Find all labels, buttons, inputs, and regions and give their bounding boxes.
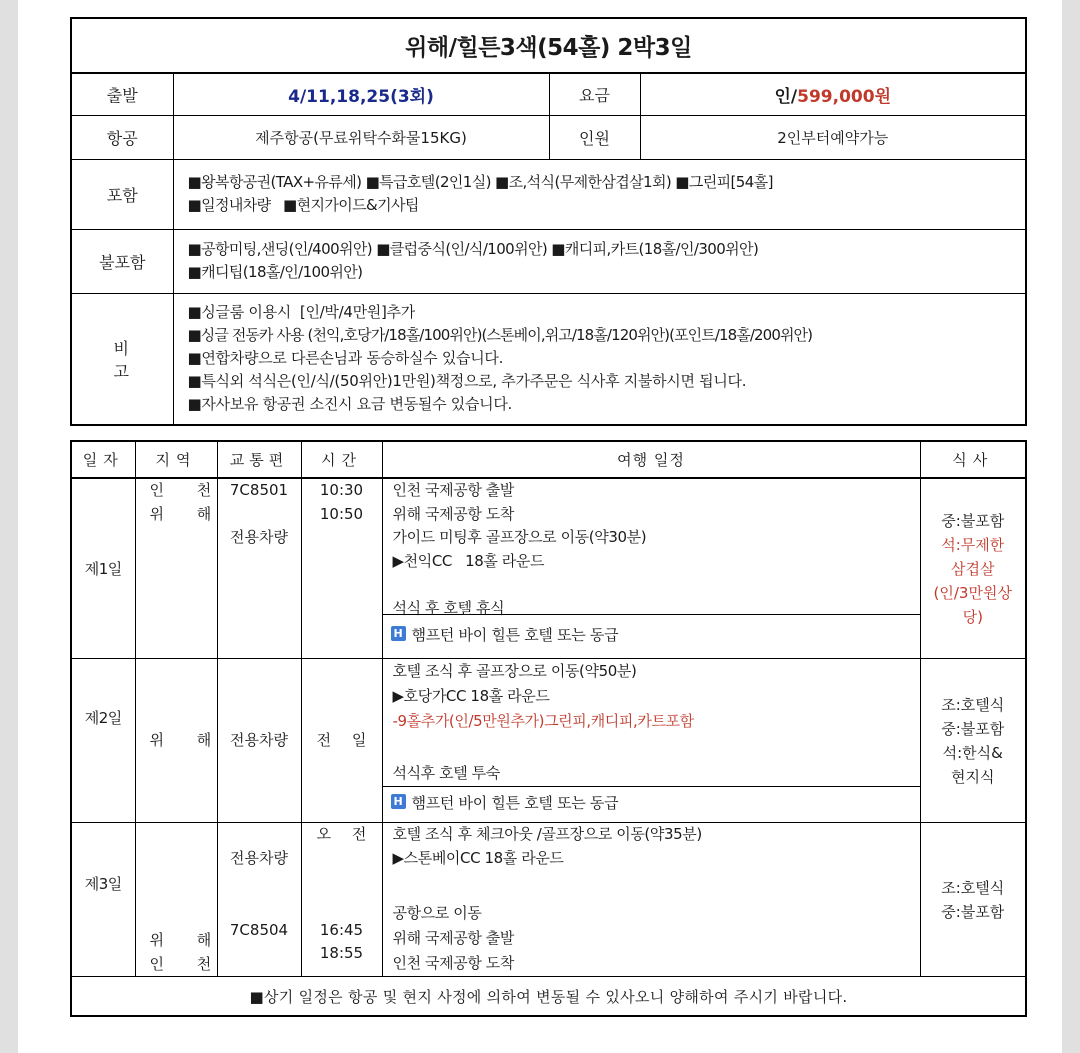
excluded-line: ■캐디팁(18홀/인/100위안) xyxy=(187,263,363,281)
day-label: 제2일 xyxy=(71,659,135,823)
meal-line: 조:호텔식 xyxy=(941,695,1005,714)
transport-line: 전용차량 xyxy=(230,730,288,749)
transport-line xyxy=(218,942,301,966)
itinerary-header-row xyxy=(71,441,1026,478)
region-line: 인 천 xyxy=(149,481,226,499)
meal-line-special: 석:무제한 xyxy=(941,535,1005,554)
meal-line-special: 당) xyxy=(962,607,983,626)
plan-line: 호텔 조식 후 골프장으로 이동(약50분) xyxy=(392,662,637,680)
remarks-line: ■연합차량으로 다른손님과 동승하실수 있습니다. xyxy=(187,349,504,368)
airline-label: 항공 xyxy=(71,115,173,159)
meal-line: 조:호텔식 xyxy=(941,878,1005,897)
region-cell xyxy=(135,478,226,659)
transport-line: 전용차량 xyxy=(230,848,288,867)
hotel-row xyxy=(383,614,920,658)
plan-cell xyxy=(382,659,920,823)
transport-line xyxy=(218,871,301,895)
header-plan: 여행 일정 xyxy=(382,441,920,478)
time-line: 18:55 xyxy=(319,944,364,962)
header-time: 시간 xyxy=(301,441,382,478)
region-line: 위 해 xyxy=(149,931,226,949)
excluded-line: ■공항미팅,샌딩(인/400위안) ■클럽중식(인/식/100위안) ■캐디피,카트(18홀/인/300위안) xyxy=(187,240,759,258)
plan-line: 공항으로 이동 xyxy=(392,904,482,922)
plan-line: 위해 국제공항 출발 xyxy=(392,929,514,947)
included-line: ■왕복항공권(TAX+유류세) ■특급호텔(2인1실) ■조,석식(무제한삼겹살1회) ■그린피[54홀] xyxy=(187,173,773,191)
remarks-line: ■특식외 석식은(인/식/(50위안)1만원)책정으로, 추가주문은 식사후 지불하시면 됩니다. xyxy=(187,372,747,391)
time-line xyxy=(302,871,382,895)
transport-cell xyxy=(217,478,301,659)
remarks-list xyxy=(173,293,1026,425)
time-line xyxy=(302,847,382,871)
time-cell xyxy=(301,823,382,977)
meal-line: 현지식 xyxy=(951,767,995,786)
header-region: 지역 xyxy=(135,441,217,478)
header-meals: 식사 xyxy=(920,441,1026,478)
included-list xyxy=(173,159,1026,229)
hotel-name: 햄프턴 바이 힐튼 호텔 또는 동급 xyxy=(411,794,619,812)
plan-line: 인천 국제공항 출발 xyxy=(392,481,514,499)
time-line: 오 전 xyxy=(316,825,375,843)
meals-cell xyxy=(920,478,1026,659)
meals-cell xyxy=(920,659,1026,823)
day-label: 제1일 xyxy=(71,478,135,659)
right-margin xyxy=(1062,0,1080,1053)
region-line: 위 해 xyxy=(149,504,226,523)
price-value: 599,000원 xyxy=(797,86,891,107)
tour-info-table xyxy=(70,17,1027,426)
time-line: 10:30 xyxy=(319,481,364,499)
flight-number: 7C8501 xyxy=(229,481,289,499)
plan-line: 호텔 조식 후 체크아웃 /골프장으로 이동(약35분) xyxy=(392,825,702,843)
footer-notice: ■상기 일정은 항공 및 현지 사정에 의하여 변동될 수 있사오니 양해하여 주시기 바랍니다. xyxy=(71,977,1026,1017)
time-line: 10:50 xyxy=(319,504,364,523)
time-cell xyxy=(301,478,382,659)
remarks-line: ■자사보유 항공권 소진시 요금 변동될수 있습니다. xyxy=(187,395,512,414)
transport-line xyxy=(218,503,301,527)
flight-number: 7C8504 xyxy=(229,920,289,939)
plan-line: ▶천익CC 18홀 라운드 xyxy=(392,551,545,570)
price-prefix: 인/ xyxy=(774,86,798,107)
departure-dates: 4/11,18,25(3회) xyxy=(173,73,549,115)
meal-line: 석:한식& xyxy=(942,743,1003,762)
meal-line-special: 삼겹살 xyxy=(951,559,995,578)
transport-cell xyxy=(217,659,301,823)
plan-line-optional: -9홀추가(인/5만원추가)그린피,캐디피,카트포함 xyxy=(392,712,694,730)
time-cell xyxy=(301,659,382,823)
meal-line: 중:불포함 xyxy=(941,902,1005,921)
day-row xyxy=(71,823,1026,977)
included-label: 포함 xyxy=(71,159,173,229)
plan-line: 석식 후 호텔 휴식 xyxy=(392,598,505,617)
meal-line: 중:불포함 xyxy=(941,719,1005,738)
included-line: ■일정내차량 ■현지가이드&기사팁 xyxy=(187,196,419,214)
meals-cell xyxy=(920,823,1026,977)
transport-line: 전용차량 xyxy=(230,528,288,546)
hotel-name: 햄프턴 바이 힐튼 호텔 또는 동급 xyxy=(411,626,619,644)
region-line: 인 천 xyxy=(149,954,226,973)
departure-label: 출발 xyxy=(71,73,173,115)
itinerary-table xyxy=(70,440,1027,1017)
remarks-label: 비고 xyxy=(71,293,173,425)
plan-line: 위해 국제공항 도착 xyxy=(392,504,514,523)
left-margin xyxy=(0,0,18,1053)
time-line: 전 일 xyxy=(316,730,375,749)
header-day: 일자 xyxy=(71,441,135,478)
plan-line xyxy=(393,573,920,597)
excluded-list xyxy=(173,229,1026,293)
price-cell xyxy=(640,73,1026,115)
hotel-icon: H xyxy=(391,626,406,641)
plan-cell xyxy=(382,478,920,659)
plan-line xyxy=(393,870,920,900)
transport-line xyxy=(218,895,301,919)
transport-cell xyxy=(217,823,301,977)
meal-line-special: (인/3만원상 xyxy=(933,583,1012,602)
people-value: 2인부터예약가능 xyxy=(640,115,1026,159)
day-row xyxy=(71,659,1026,823)
region-cell xyxy=(135,659,226,823)
tour-title: 위해/힐튼3색(54홀) 2박3일 xyxy=(71,18,1026,73)
hotel-icon: H xyxy=(391,794,406,809)
plan-line xyxy=(393,734,920,761)
remarks-line: ■싱글 전동카 사용 (천익,호당가/18홀/100위안)(스톤베이,위고/18홀/120위안)(포인트/18홀/200위안) xyxy=(187,326,813,345)
time-line xyxy=(302,895,382,919)
excluded-label: 불포함 xyxy=(71,229,173,293)
plan-cell xyxy=(382,823,920,977)
region-line: 위 해 xyxy=(149,730,226,749)
remarks-line: ■싱글룸 이용시 [인/박/4만원]추가 xyxy=(187,303,415,322)
people-label: 인원 xyxy=(549,115,640,159)
plan-line: 석식후 호텔 투숙 xyxy=(392,764,500,782)
meal-line: 중:불포함 xyxy=(941,511,1005,530)
footer-row xyxy=(71,977,1026,1017)
airline-value: 제주항공(무료위탁수화물15KG) xyxy=(173,115,549,159)
plan-line: ▶스톤베이CC 18홀 라운드 xyxy=(392,848,564,867)
header-transport: 교통편 xyxy=(217,441,301,478)
day-row xyxy=(71,478,1026,659)
transport-line xyxy=(218,823,301,847)
plan-line: 인천 국제공항 도착 xyxy=(392,954,514,972)
plan-line: 가이드 미팅후 골프장으로 이동(약30분) xyxy=(392,528,647,546)
plan-line: ▶호당가CC 18홀 라운드 xyxy=(392,687,550,705)
day-label: 제3일 xyxy=(71,823,135,977)
hotel-row xyxy=(383,786,920,822)
time-line: 16:45 xyxy=(319,920,364,939)
price-label: 요금 xyxy=(549,73,640,115)
region-cell xyxy=(135,823,226,977)
